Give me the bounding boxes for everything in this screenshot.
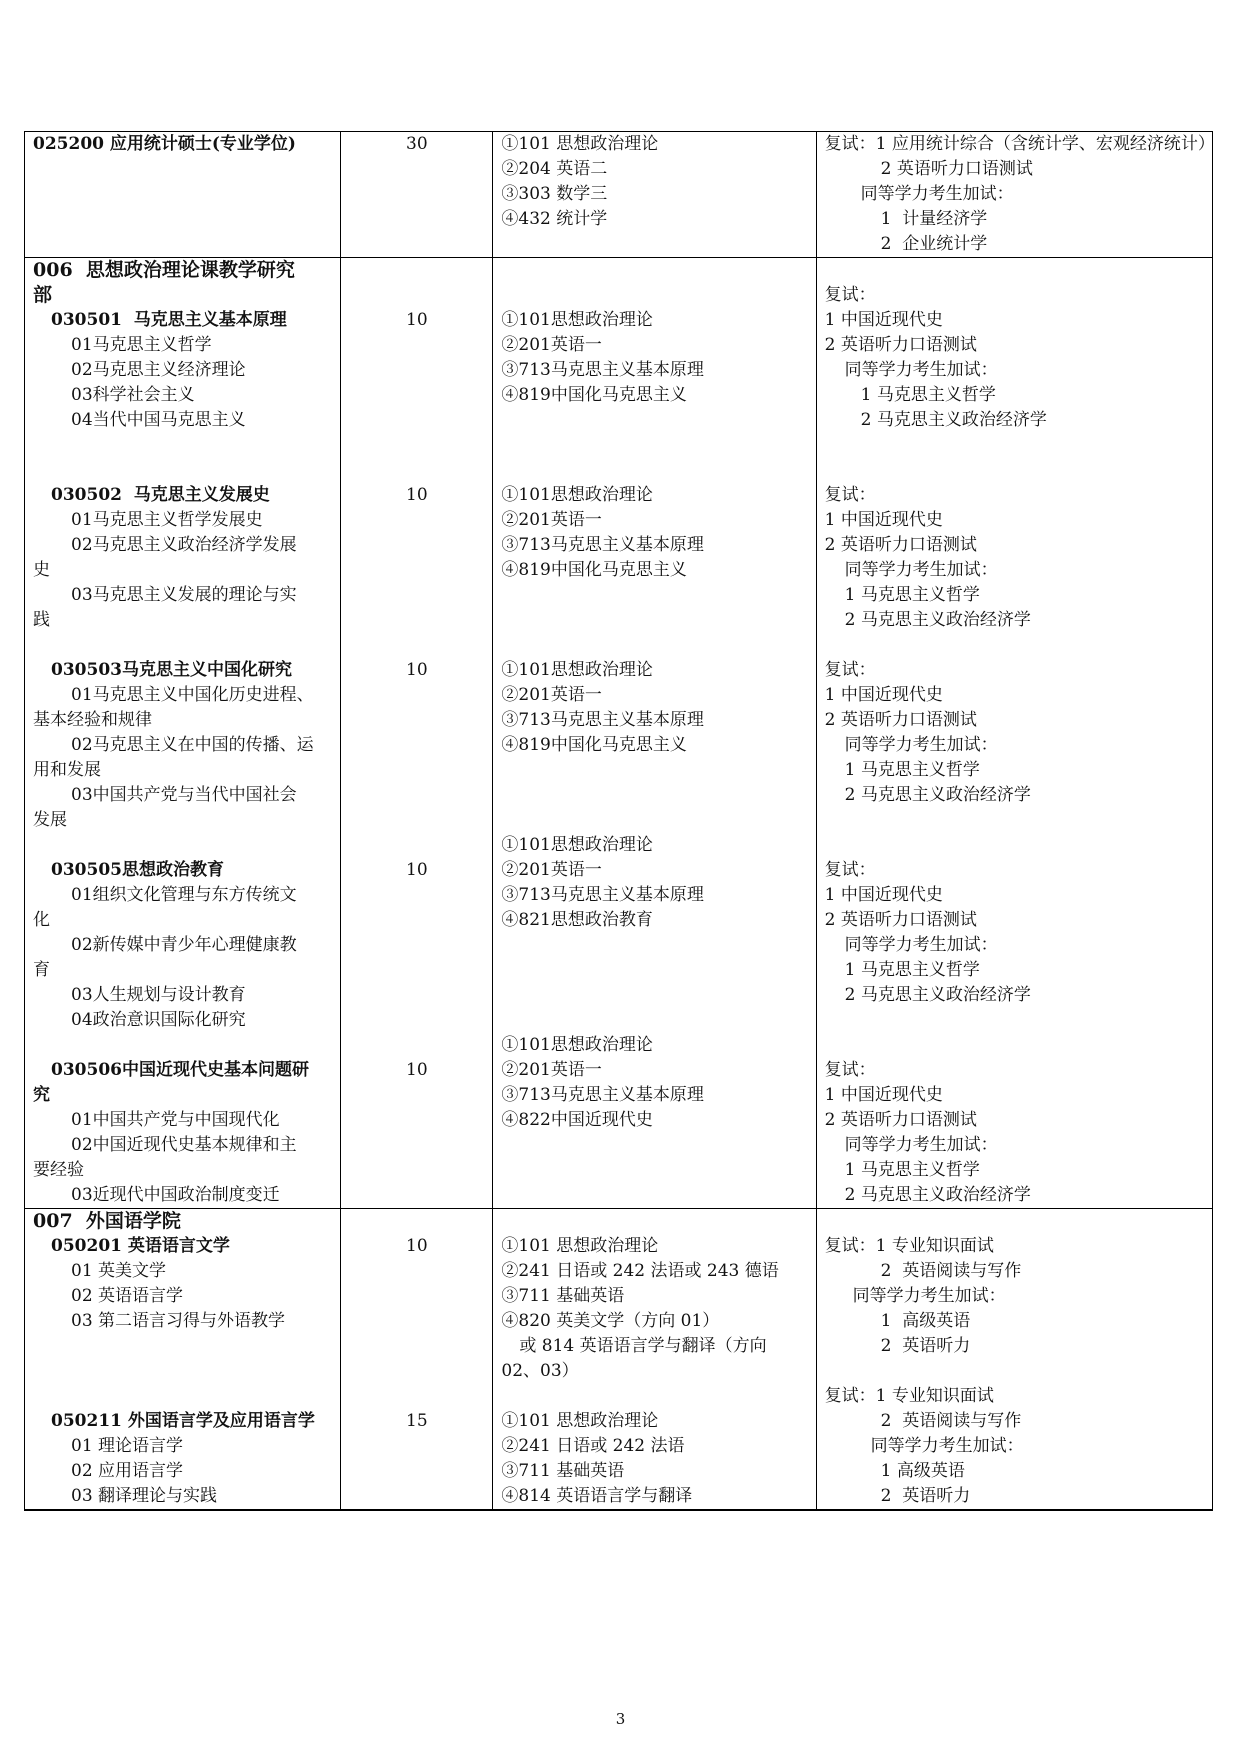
exam-item: ①101思想政治理论 [501, 310, 653, 330]
direction-item: 03人生规划与设计教育 [71, 985, 246, 1005]
dept-006-exams [493, 258, 816, 1209]
exam-subjects [493, 132, 816, 258]
exam-item: ①101思想政治理论 [501, 485, 653, 505]
retest-item: 2 马克思主义政治经济学 [844, 610, 1031, 630]
dept-006-programs [25, 258, 341, 1209]
retest-item: 1 计量经济学 [880, 209, 988, 229]
exam-item: ①101 思想政治理论 [501, 1411, 659, 1431]
retest-item: 同等学力考生加试： [844, 935, 998, 955]
direction-item: 要经验 [33, 1160, 84, 1180]
exam-item: 或 814 英语语言学与翻译（方向 [519, 1336, 767, 1356]
retest-item: 1 中国近现代史 [824, 510, 943, 530]
retest-item: 1 高级英语 [880, 1311, 971, 1331]
direction-item: 02 英语语言学 [71, 1286, 184, 1306]
program-table [24, 131, 1213, 1511]
direction-item: 02马克思主义经济理论 [71, 360, 246, 380]
retest-item: 同等学力考生加试： [844, 360, 998, 380]
program-code: 025200 应用统计硕士(专业学位) [33, 134, 296, 154]
exam-item: ②241 日语或 242 法语 [501, 1436, 685, 1456]
direction-item: 02 应用语言学 [71, 1461, 184, 1481]
exam-item: ④432 统计学 [501, 209, 608, 229]
quota: 10 [406, 485, 428, 505]
major-code: 030502 马克思主义发展史 [51, 485, 270, 505]
dept-title: 007 外国语学院 [33, 1210, 181, 1232]
direction-item: 03 翻译理论与实践 [71, 1486, 218, 1506]
direction-item: 03近现代中国政治制度变迁 [71, 1185, 280, 1205]
retest-item: 复试： [824, 660, 876, 680]
retest-item: 1 马克思主义哲学 [860, 385, 996, 405]
retest-item: 2 马克思主义政治经济学 [844, 985, 1031, 1005]
retest-item: 2 英语听力 [880, 1486, 971, 1506]
exam-item: 02、03） [501, 1361, 579, 1381]
retest-item: 复试： [824, 485, 876, 505]
exam-item: ②201英语一 [501, 335, 602, 355]
retest-item: 1 中国近现代史 [824, 885, 943, 905]
exam-item: ①101思想政治理论 [501, 660, 653, 680]
exam-item: ④820 英美文学（方向 01） [501, 1311, 720, 1331]
retest-item: 复试：1 专业知识面试 [824, 1386, 994, 1406]
retest-item: 2 英语听力口语测试 [824, 710, 977, 730]
exam-item: ②201英语一 [501, 1060, 602, 1080]
direction-item: 史 [33, 560, 50, 580]
direction-item: 04政治意识国际化研究 [71, 1010, 246, 1030]
direction-item: 01马克思主义中国化历史进程、 [71, 685, 314, 705]
quota: 10 [406, 860, 428, 880]
direction-item: 践 [33, 610, 50, 630]
direction-item: 03马克思主义发展的理论与实 [71, 585, 297, 605]
retest-info [816, 132, 1215, 258]
page-number: 3 [615, 1710, 626, 1728]
direction-item: 用和发展 [33, 760, 101, 780]
exam-item: ①101 思想政治理论 [501, 1236, 659, 1256]
direction-item: 01马克思主义哲学发展史 [71, 510, 263, 530]
retest-item: 2 英语听力口语测试 [880, 159, 1033, 179]
dept-title-cont: 部 [33, 284, 53, 306]
retest-item: 2 马克思主义政治经济学 [844, 785, 1031, 805]
admissions-table-page [24, 131, 1213, 1511]
retest-item: 复试：1 专业知识面试 [824, 1236, 994, 1256]
retest-item: 同等学力考生加试： [860, 184, 1014, 204]
retest-item: 复试： [824, 1060, 876, 1080]
exam-item: ④819中国化马克思主义 [501, 385, 687, 405]
dept-007-exams [493, 1209, 816, 1511]
direction-item: 02马克思主义在中国的传播、运 [71, 735, 314, 755]
exam-item: ④819中国化马克思主义 [501, 560, 687, 580]
exam-item: ②201英语一 [501, 860, 602, 880]
exam-item: ②241 日语或 242 法语或 243 德语 [501, 1261, 779, 1281]
quota: 10 [406, 660, 428, 680]
retest-item: 1 马克思主义哲学 [844, 760, 980, 780]
exam-item: ③711 基础英语 [501, 1286, 625, 1306]
quota: 30 [406, 134, 428, 154]
retest-item: 2 马克思主义政治经济学 [844, 1185, 1031, 1205]
exam-item: ③713马克思主义基本原理 [501, 710, 704, 730]
retest-item: 1 中国近现代史 [824, 1085, 943, 1105]
direction-item: 01马克思主义哲学 [71, 335, 212, 355]
direction-item: 01 理论语言学 [71, 1436, 184, 1456]
retest-item: 1 马克思主义哲学 [844, 1160, 980, 1180]
direction-item: 02马克思主义政治经济学发展 [71, 535, 297, 555]
dept-title: 006 思想政治理论课教学研究 [33, 259, 295, 281]
direction-item: 01 英美文学 [71, 1261, 167, 1281]
exam-item: ④819中国化马克思主义 [501, 735, 687, 755]
major-code-cont: 究 [33, 1085, 50, 1105]
table-row [25, 258, 1213, 1209]
exam-item: ②201英语一 [501, 685, 602, 705]
direction-item: 基本经验和规律 [33, 710, 152, 730]
dept-007-retests [816, 1209, 1212, 1511]
retest-item: 2 英语听力口语测试 [824, 910, 977, 930]
direction-item: 02新传媒中青少年心理健康教 [71, 935, 297, 955]
retest-item: 2 英语阅读与写作 [880, 1411, 1022, 1431]
quota: 10 [406, 1236, 428, 1256]
retest-item: 同等学力考生加试： [870, 1436, 1024, 1456]
dept-007-quotas [341, 1209, 493, 1511]
retest-item: 2 英语听力口语测试 [824, 1110, 977, 1130]
direction-item: 01中国共产党与中国现代化 [71, 1110, 280, 1130]
retest-item: 2 英语阅读与写作 [880, 1261, 1022, 1281]
retest-item: 1 马克思主义哲学 [844, 585, 980, 605]
exam-item: ①101思想政治理论 [501, 1035, 653, 1055]
direction-item: 化 [33, 910, 50, 930]
retest-item: 2 企业统计学 [880, 234, 988, 254]
exam-item: ③713马克思主义基本原理 [501, 1085, 704, 1105]
direction-item: 发展 [33, 810, 67, 830]
retest-item: 2 英语听力口语测试 [824, 335, 977, 355]
retest-item: 同等学力考生加试： [844, 560, 998, 580]
exam-item: ③713马克思主义基本原理 [501, 535, 704, 555]
retest-item: 复试： [824, 860, 876, 880]
retest-item: 2 英语听力 [880, 1336, 971, 1356]
dept-007-programs [25, 1209, 341, 1511]
major-code: 050211 外国语言学及应用语言学 [51, 1411, 315, 1431]
exam-item: ③711 基础英语 [501, 1461, 625, 1481]
table-row [25, 132, 1213, 258]
retest-item: 1 高级英语 [880, 1461, 965, 1481]
direction-item: 02中国近现代史基本规律和主 [71, 1135, 297, 1155]
dept-006-quotas [341, 258, 493, 1209]
retest-item: 复试： [824, 285, 876, 305]
retest-item: 1 中国近现代史 [824, 310, 943, 330]
retest-item: 复试：1 应用统计综合（含统计学、宏观经济统计） [824, 134, 1215, 154]
exam-item: ④821思想政治教育 [501, 910, 653, 930]
major-code: 030501 马克思主义基本原理 [51, 310, 287, 330]
exam-item: ②201英语一 [501, 510, 602, 530]
quota: 10 [406, 310, 428, 330]
exam-item: ④814 英语语言学与翻译 [501, 1486, 693, 1506]
exam-item: ③713马克思主义基本原理 [501, 885, 704, 905]
exam-item: ①101思想政治理论 [501, 835, 653, 855]
retest-item: 2 马克思主义政治经济学 [860, 410, 1047, 430]
retest-item: 1 马克思主义哲学 [844, 960, 980, 980]
direction-item: 03中国共产党与当代中国社会 [71, 785, 297, 805]
retest-item: 同等学力考生加试： [844, 735, 998, 755]
exam-item: ②204 英语二 [501, 159, 608, 179]
exam-item: ③303 数学三 [501, 184, 608, 204]
retest-item: 同等学力考生加试： [852, 1286, 1006, 1306]
major-code: 050201 英语语言文学 [51, 1236, 230, 1256]
direction-item: 01组织文化管理与东方传统文 [71, 885, 297, 905]
direction-item: 03 第二语言习得与外语教学 [71, 1311, 286, 1331]
direction-item: 育 [33, 960, 50, 980]
retest-item: 1 中国近现代史 [824, 685, 943, 705]
exam-item: ①101 思想政治理论 [501, 134, 659, 154]
exam-item: ③713马克思主义基本原理 [501, 360, 704, 380]
major-code: 030503马克思主义中国化研究 [51, 660, 292, 680]
quota: 15 [406, 1411, 428, 1431]
retest-item: 同等学力考生加试： [844, 1135, 998, 1155]
exam-item: ④822中国近现代史 [501, 1110, 653, 1130]
quota: 10 [406, 1060, 428, 1080]
dept-006-retests [816, 258, 1212, 1209]
major-code: 030505思想政治教育 [51, 860, 224, 880]
direction-item: 04当代中国马克思主义 [71, 410, 246, 430]
direction-item: 03科学社会主义 [71, 385, 195, 405]
major-code: 030506中国近现代史基本问题研 [51, 1060, 309, 1080]
retest-item: 2 英语听力口语测试 [824, 535, 977, 555]
table-row [25, 1209, 1213, 1511]
